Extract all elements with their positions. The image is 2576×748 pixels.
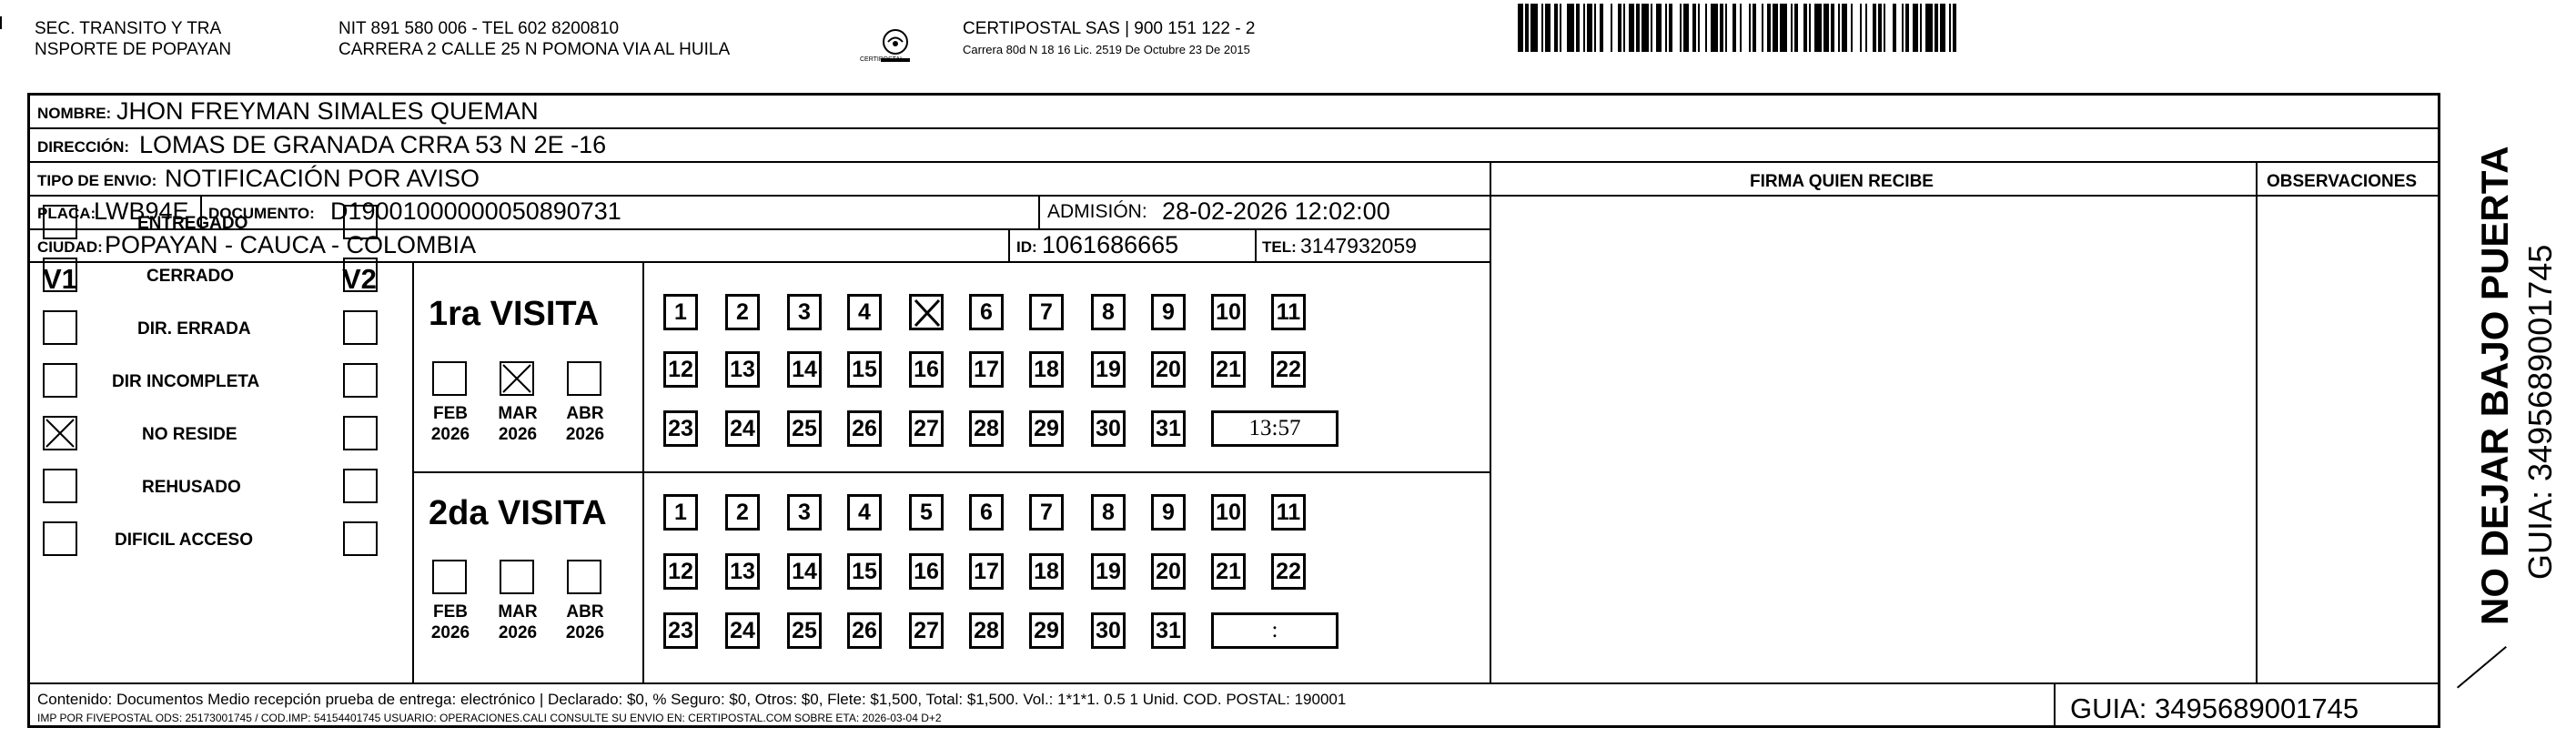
delivery-form bbox=[27, 93, 2440, 728]
visit2-title: 2da VISITA bbox=[429, 494, 607, 532]
v1-days-day-1[interactable]: 1 bbox=[663, 294, 698, 330]
v2-days-day-1[interactable]: 1 bbox=[663, 494, 698, 531]
scan-mark bbox=[0, 16, 2, 29]
v1-days-day-5[interactable] bbox=[909, 294, 944, 330]
nombre-label: NOMBRE: bbox=[37, 105, 112, 122]
v2-checkbox-6[interactable] bbox=[343, 521, 378, 556]
v2-days-day-30[interactable]: 30 bbox=[1091, 612, 1126, 649]
v1-days-time[interactable]: 13:57 bbox=[1211, 410, 1339, 447]
ciudad-value: POPAYAN - CAUCA - COLOMBIA bbox=[105, 231, 477, 258]
v1-days-day-20[interactable]: 20 bbox=[1151, 351, 1186, 388]
v2-days-day-29[interactable]: 29 bbox=[1029, 612, 1064, 649]
v1-checkbox-4[interactable] bbox=[43, 416, 77, 450]
barcode-bar bbox=[1711, 4, 1718, 52]
v2-months-checkbox-0[interactable] bbox=[432, 560, 467, 594]
id-value: 1061686665 bbox=[1042, 231, 1179, 258]
v2-days-day-7[interactable]: 7 bbox=[1029, 494, 1064, 531]
v2-days-day-8[interactable]: 8 bbox=[1091, 494, 1126, 531]
status-label-1: CERRADO bbox=[146, 267, 235, 286]
v2-days-day-12[interactable]: 12 bbox=[663, 553, 698, 590]
v2-checkbox-1[interactable] bbox=[342, 258, 378, 295]
observaciones-label: OBSERVACIONES bbox=[2267, 172, 2418, 191]
v1-checkbox-3[interactable] bbox=[43, 363, 77, 398]
v2-days-day-21[interactable]: 21 bbox=[1211, 553, 1246, 590]
v1-days-day-26[interactable]: 26 bbox=[847, 410, 882, 447]
v2-days-day-27[interactable]: 27 bbox=[909, 612, 944, 649]
direccion-label: DIRECCIÓN: bbox=[37, 138, 130, 156]
v1-days-day-11[interactable]: 11 bbox=[1271, 294, 1306, 330]
admision-label: ADMISIÓN: bbox=[1047, 201, 1147, 222]
v1-days-day-22[interactable]: 22 bbox=[1271, 351, 1306, 388]
v2-days-day-22[interactable]: 22 bbox=[1271, 553, 1306, 590]
v2-days-day-23[interactable]: 23 bbox=[663, 612, 698, 649]
direccion-value: LOMAS DE GRANADA CRRA 53 N 2E -16 bbox=[139, 131, 607, 158]
company-line2: Carrera 80d N 18 16 Lic. 2519 De Octubre 23 De 2015 bbox=[963, 43, 1250, 56]
v1-days-day-17[interactable]: 17 bbox=[969, 351, 1004, 388]
v1-label: V1 bbox=[43, 263, 77, 295]
v1-days-day-8[interactable]: 8 bbox=[1091, 294, 1126, 330]
v2-checkbox-4[interactable] bbox=[343, 416, 378, 450]
barcode-bar bbox=[1567, 4, 1574, 52]
v1-days-day-24[interactable]: 24 bbox=[725, 410, 760, 447]
v2-months-label-2: ABR 2026 bbox=[565, 602, 605, 642]
v1-days-day-28[interactable]: 28 bbox=[969, 410, 1004, 447]
v1-days-day-10[interactable]: 10 bbox=[1211, 294, 1246, 330]
footer-guia: GUIA: 3495689001745 bbox=[2070, 692, 2359, 724]
barcode-bar bbox=[1742, 4, 1749, 52]
v2-days-day-20[interactable]: 20 bbox=[1151, 553, 1186, 590]
v2-days-day-18[interactable]: 18 bbox=[1029, 553, 1064, 590]
v1-checkbox-0[interactable] bbox=[43, 205, 77, 239]
v2-days-day-6[interactable]: 6 bbox=[969, 494, 1004, 531]
admision-value: 28-02-2026 12:02:00 bbox=[1162, 197, 1390, 225]
status-label-4: NO RESIDE bbox=[142, 425, 237, 444]
id-label: ID: bbox=[1016, 238, 1037, 256]
footer-line2: IMP POR FIVEPOSTAL ODS: 25173001745 / COD.IMP: 54154401745 USUARIO: OPERACIONES.CALI CONSULTE SU ENVIO EN: CERTIPOSTAL.COM SOBRE ETA: 2026-03-04 D+2 bbox=[37, 712, 942, 724]
v2-label: V2 bbox=[342, 263, 377, 295]
v2-days-day-11[interactable]: 11 bbox=[1271, 494, 1306, 531]
tipo-envio-label: TIPO DE ENVIO: bbox=[37, 172, 157, 189]
v1-days-day-9[interactable]: 9 bbox=[1151, 294, 1186, 330]
v1-days-day-18[interactable]: 18 bbox=[1029, 351, 1064, 388]
barcode-bar bbox=[1814, 4, 1822, 52]
v1-checkbox-2[interactable] bbox=[43, 310, 77, 345]
v1-days-day-30[interactable]: 30 bbox=[1091, 410, 1126, 447]
v1-months-checkbox-1[interactable] bbox=[500, 361, 534, 396]
v1-months-label-2: ABR 2026 bbox=[565, 404, 605, 444]
company-line1: CERTIPOSTAL SAS | 900 151 122 - 2 bbox=[963, 19, 1256, 38]
side-guia: GUIA: 3495689001745 bbox=[2521, 244, 2559, 580]
v1-days-day-19[interactable]: 19 bbox=[1091, 351, 1126, 388]
visit1-title: 1ra VISITA bbox=[429, 295, 600, 333]
barcode-bar bbox=[1925, 4, 1933, 52]
v1-days-day-7[interactable]: 7 bbox=[1029, 294, 1064, 330]
tipo-envio-value: NOTIFICACIÓN POR AVISO bbox=[165, 165, 480, 192]
v2-days-day-31[interactable]: 31 bbox=[1151, 612, 1186, 649]
nit-line2: CARRERA 2 CALLE 25 N POMONA VIA AL HUILA bbox=[338, 40, 731, 59]
v2-days-day-2[interactable]: 2 bbox=[725, 494, 760, 531]
nit-line1: NIT 891 580 006 - TEL 602 8200810 bbox=[338, 19, 620, 38]
v2-months-label-0: FEB 2026 bbox=[430, 602, 470, 642]
status-label-3: DIR INCOMPLETA bbox=[112, 372, 260, 391]
v1-days-day-23[interactable]: 23 bbox=[663, 410, 698, 447]
barcode-bar bbox=[1885, 4, 1893, 52]
v2-days-day-28[interactable]: 28 bbox=[969, 612, 1004, 649]
v1-months-checkbox-0[interactable] bbox=[432, 361, 467, 396]
v1-days-day-15[interactable]: 15 bbox=[847, 351, 882, 388]
status-label-2: DIR. ERRADA bbox=[137, 319, 251, 339]
tel-label: TEL: bbox=[1262, 238, 1297, 256]
barcode-bar bbox=[1642, 4, 1649, 52]
v1-checkbox-1[interactable] bbox=[43, 258, 77, 295]
barcode-bar bbox=[1956, 4, 1962, 52]
v2-months-checkbox-2[interactable] bbox=[567, 560, 601, 594]
v2-days-day-14[interactable]: 14 bbox=[787, 553, 822, 590]
side-warning: NO DEJAR BAJO PUERTA bbox=[2473, 146, 2516, 625]
v2-checkbox-0[interactable] bbox=[343, 205, 378, 239]
placa-label: PLACA: bbox=[37, 205, 96, 222]
firma-label: FIRMA QUIEN RECIBE bbox=[1750, 172, 1934, 191]
placa-value: LWB94E bbox=[94, 197, 189, 225]
v2-months-checkbox-1[interactable] bbox=[500, 560, 534, 594]
v1-months-label-1: MAR 2026 bbox=[498, 404, 538, 444]
v1-days-day-31[interactable]: 31 bbox=[1151, 410, 1186, 447]
v2-days-day-25[interactable]: 25 bbox=[787, 612, 822, 649]
v2-days-day-9[interactable]: 9 bbox=[1151, 494, 1186, 531]
documento-value: D19001000000050890731 bbox=[330, 197, 621, 225]
footer-line1: Contenido: Documentos Medio recepción prueba de entrega: electrónico | Declarado: $0, % Seguro: $0, Otros: $0, Flete: $1,500, Total: $1,500. Vol.: 1*1*1. 0.5 1 Unid. COD. POSTAL: 190001 bbox=[37, 691, 1347, 708]
v2-months-label-1: MAR 2026 bbox=[498, 602, 538, 642]
sender-line1: SEC. TRANSITO Y TRA bbox=[35, 19, 222, 38]
barcode-bar bbox=[1603, 4, 1611, 52]
status-label-5: REHUSADO bbox=[142, 478, 241, 497]
v2-days-day-13[interactable]: 13 bbox=[725, 553, 760, 590]
v2-days-day-26[interactable]: 26 bbox=[847, 612, 882, 649]
v2-days-day-19[interactable]: 19 bbox=[1091, 553, 1126, 590]
v1-checkbox-5[interactable] bbox=[43, 469, 77, 503]
v2-days-day-15[interactable]: 15 bbox=[847, 553, 882, 590]
v2-days-day-16[interactable]: 16 bbox=[909, 553, 944, 590]
v2-days-day-5[interactable]: 5 bbox=[909, 494, 944, 531]
v1-days-day-16[interactable]: 16 bbox=[909, 351, 944, 388]
barcode-bar bbox=[1780, 4, 1787, 52]
barcode-bar bbox=[1672, 4, 1680, 52]
barcode-bar bbox=[1853, 4, 1860, 52]
v1-days-day-2[interactable]: 2 bbox=[725, 294, 760, 330]
nombre-value: JHON FREYMAN SIMALES QUEMAN bbox=[116, 97, 539, 125]
x-mark-icon bbox=[501, 363, 532, 394]
v2-checkbox-5[interactable] bbox=[343, 469, 378, 503]
certipostal-logo-caption: CERTIPOSTAL bbox=[860, 56, 904, 63]
x-mark-icon bbox=[912, 297, 943, 329]
v1-days-day-13[interactable]: 13 bbox=[725, 351, 760, 388]
barcode-bar bbox=[1530, 4, 1538, 52]
v1-days-day-6[interactable]: 6 bbox=[969, 294, 1004, 330]
v1-months-label-0: FEB 2026 bbox=[430, 404, 470, 444]
v1-days-day-21[interactable]: 21 bbox=[1211, 351, 1246, 388]
v2-days-day-17[interactable]: 17 bbox=[969, 553, 1004, 590]
v1-days-day-29[interactable]: 29 bbox=[1029, 410, 1064, 447]
v1-checkbox-6[interactable] bbox=[43, 521, 77, 556]
ciudad-label: CIUDAD: bbox=[37, 238, 103, 256]
status-label-0: ENTREGADO bbox=[137, 214, 248, 233]
v2-days-day-3[interactable]: 3 bbox=[787, 494, 822, 531]
v2-days-day-10[interactable]: 10 bbox=[1211, 494, 1246, 531]
documento-label: DOCUMENTO: bbox=[208, 205, 315, 222]
v1-days-day-27[interactable]: 27 bbox=[909, 410, 944, 447]
scan-mark bbox=[2457, 646, 2507, 689]
v1-days-day-14[interactable]: 14 bbox=[787, 351, 822, 388]
v2-checkbox-2[interactable] bbox=[343, 310, 378, 345]
v2-checkbox-3[interactable] bbox=[343, 363, 378, 398]
tel-value: 3147932059 bbox=[1300, 234, 1417, 258]
v1-days-day-3[interactable]: 3 bbox=[787, 294, 822, 330]
v1-days-day-12[interactable]: 12 bbox=[663, 351, 698, 388]
v2-days-time[interactable]: : bbox=[1211, 612, 1339, 649]
status-label-6: DIFICIL ACCESO bbox=[115, 531, 254, 550]
v2-days-day-4[interactable]: 4 bbox=[847, 494, 882, 531]
v1-months-checkbox-2[interactable] bbox=[567, 361, 601, 396]
sender-line2: NSPORTE DE POPAYAN bbox=[35, 40, 232, 59]
v2-days-day-24[interactable]: 24 bbox=[725, 612, 760, 649]
barcode bbox=[1518, 4, 2227, 52]
v1-days-day-25[interactable]: 25 bbox=[787, 410, 822, 447]
x-mark-icon bbox=[45, 418, 76, 449]
v1-days-day-4[interactable]: 4 bbox=[847, 294, 882, 330]
